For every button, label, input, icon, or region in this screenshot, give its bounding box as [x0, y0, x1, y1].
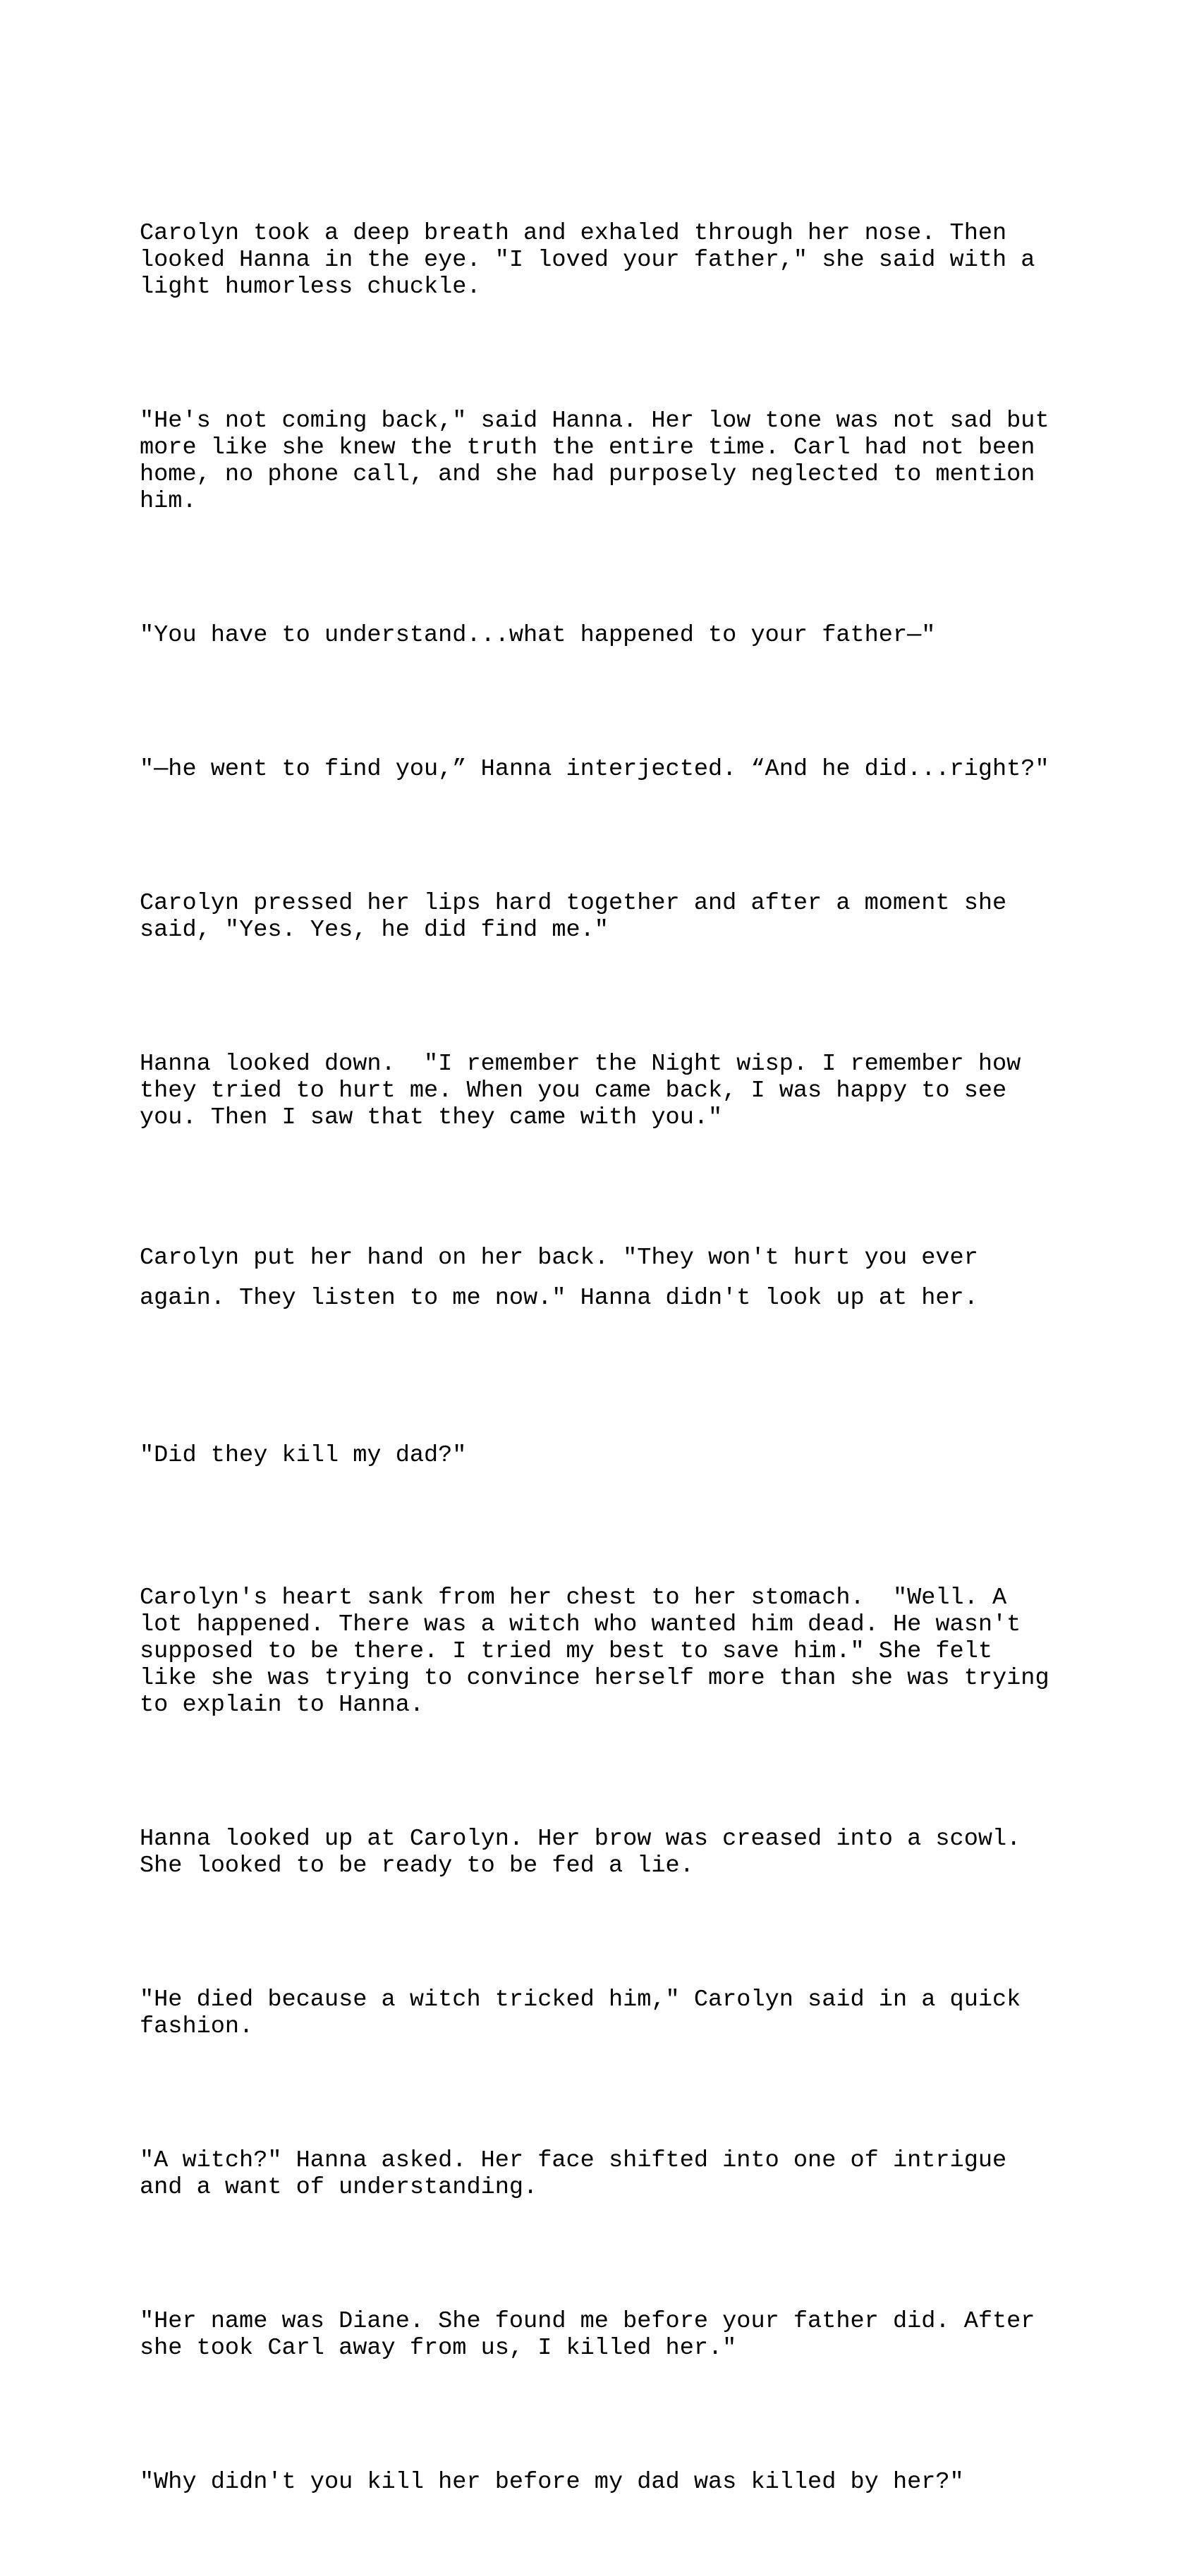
paragraph: "A witch?" Hanna asked. Her face shifted into one of intrigue and a want of understanding.	[140, 2147, 1021, 2201]
paragraph: Carolyn took a deep breath and exhaled through her nose. Then looked Hanna in the eye. "I loved your father," she said with a light humorless chuckle.	[140, 220, 1049, 300]
paragraph: "He's not coming back," said Hanna. Her low tone was not sad but more like she knew the truth the entire time. Carl had not been home, no phone call, and she had purposely neglected to mention him.	[140, 408, 1064, 515]
paragraph: "You have to understand...what happened to your father—"	[140, 622, 936, 649]
paragraph: Hanna looked up at Carolyn. Her brow was creased into a scowl. She looked to be ready to be fed a lie.	[140, 1826, 1035, 1879]
paragraph: Carolyn pressed her lips hard together and after a moment she said, "Yes. Yes, he did find me."	[140, 890, 1021, 944]
paragraph: "Why didn't you kill her before my dad was killed by her?"	[140, 2469, 964, 2496]
paragraph: "Her name was Diane. She found me before your father did. After she took Carl away from us, I killed her."	[140, 2308, 1049, 2362]
paragraph: Hanna looked down. "I remember the Night wisp. I remember how they tried to hurt me. When you came back, I was happy to see you. Then I saw that they came with you."	[140, 1051, 1035, 1131]
paragraph: Carolyn put her hand on her back. "They won't hurt you ever again. They listen to me now." Hanna didn't look up at her.	[140, 1245, 993, 1312]
paragraph: "Did they kill my dad?"	[140, 1442, 467, 1469]
paragraph: "He died because a witch tricked him," Carolyn said in a quick fashion.	[140, 1986, 1035, 2040]
paragraph: Carolyn's heart sank from her chest to her stomach. "Well. A lot happened. There was a witch who wanted him dead. He wasn't supposed to be there. I tried my best to save him." She felt like she was trying to convince herself more than she was trying to explain to Hanna.	[140, 1585, 1064, 1719]
manuscript-body	[140, 140, 1064, 2576]
paragraph: "—he went to find you,” Hanna interjected. “And he did...right?"	[140, 756, 1049, 783]
